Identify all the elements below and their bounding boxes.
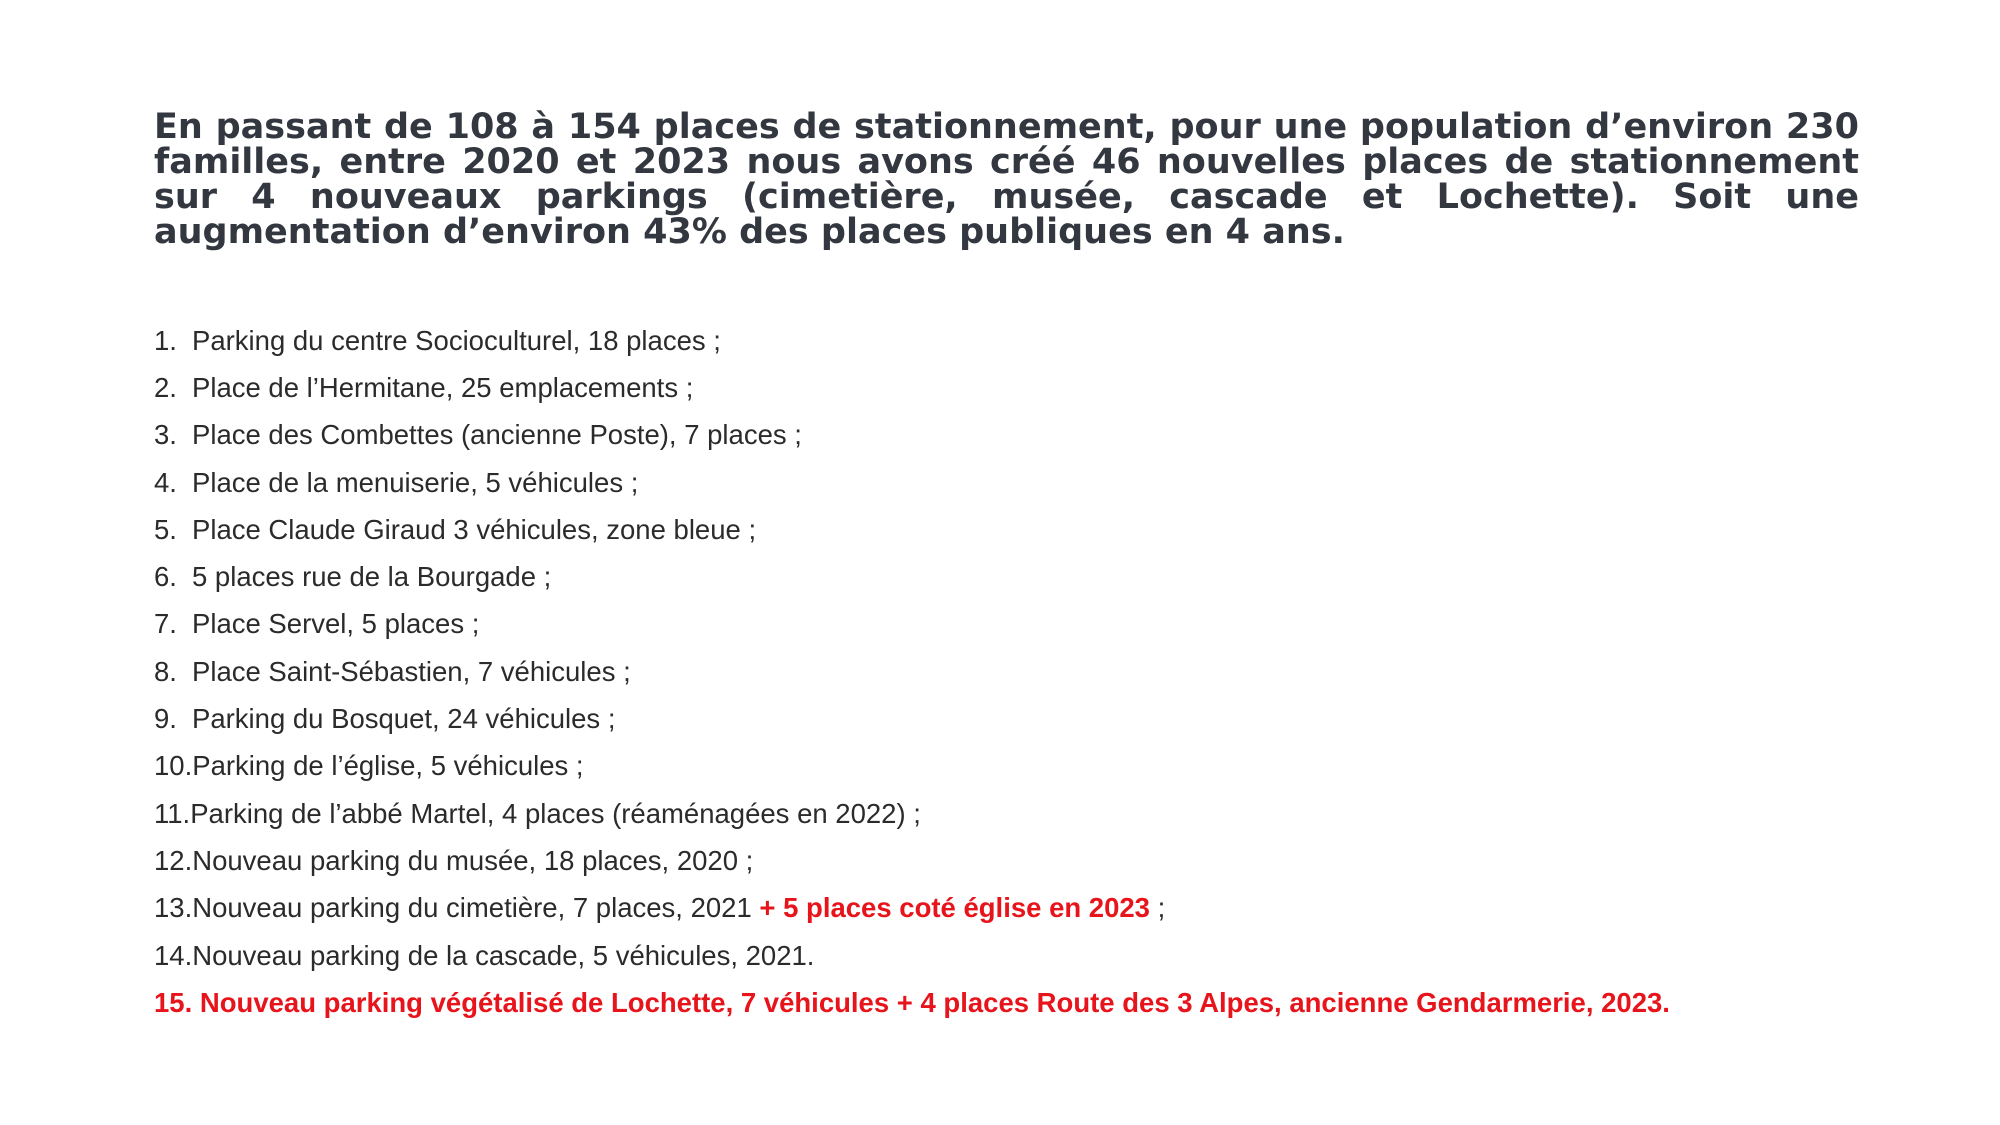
list-item (154, 932, 1914, 979)
list-item (154, 317, 1914, 364)
item-number: 8. (154, 655, 177, 687)
item-text: Place de la menuiserie, 5 véhicules ; (192, 466, 639, 498)
item-number: 3. (154, 419, 177, 451)
item-text: 5 places rue de la Bourgade ; (192, 561, 552, 593)
item-text: Nouveau parking végétalisé de Lochette, 7 véhicules + 4 places Route des 3 Alpes, ancienne Gendarmerie, 2023. (192, 986, 1670, 1018)
item-text: Parking de l’église, 5 véhicules ; (192, 750, 584, 782)
item-text: Place des Combettes (ancienne Poste), 7 places ; (192, 419, 802, 451)
item-text: Nouveau parking du cimetière, 7 places, 2021 (192, 892, 760, 924)
item-number: 7. (154, 608, 177, 640)
list-item (154, 790, 1914, 837)
item-number: 4. (154, 466, 177, 498)
item-number: 1. (154, 324, 177, 356)
item-text: Place Servel, 5 places ; (192, 608, 480, 640)
item-text: Nouveau parking du musée, 18 places, 2020 ; (192, 844, 754, 876)
item-text: Place Claude Giraud 3 véhicules, zone bleue ; (192, 513, 757, 545)
item-number: 5. (154, 513, 177, 545)
parking-list (154, 317, 1914, 1026)
list-item (154, 506, 1914, 553)
list-item (154, 553, 1914, 600)
item-text: Place de l’Hermitane, 25 emplacements ; (192, 371, 694, 403)
item-text: Nouveau parking de la cascade, 5 véhicules, 2021. (192, 939, 815, 971)
item-number: 10. (154, 750, 193, 782)
item-suffix: ; (1149, 892, 1166, 924)
list-item (154, 364, 1914, 411)
list-item-highlighted (154, 979, 1914, 1026)
list-item (154, 459, 1914, 506)
list-item (154, 743, 1914, 790)
item-text: Parking de l’abbé Martel, 4 places (réaménagées en 2022) ; (190, 797, 921, 829)
list-item (154, 601, 1914, 648)
list-item (154, 412, 1914, 459)
list-item (154, 695, 1914, 742)
item-number: 12. (154, 844, 193, 876)
item-number: 6. (154, 561, 177, 593)
list-item (154, 648, 1914, 695)
item-number: 15. (154, 986, 193, 1018)
item-text: Place Saint-Sébastien, 7 véhicules ; (192, 655, 631, 687)
item-number: 11. (154, 797, 191, 829)
item-number: 14. (154, 939, 193, 971)
list-item (154, 837, 1914, 884)
intro-paragraph: En passant de 108 à 154 places de stationnement, pour une population d’environ 230 familles, entre 2020 et 2023 nous avons créé 46 nouvelles places de stationnement sur 4 nouveaux parkings (cimetière, musée, cascade et Lochette). Soit une augmentation d’environ 43% des places publiques en 4 ans. (154, 107, 1859, 252)
item-number: 9. (154, 703, 177, 735)
item-text: Parking du Bosquet, 24 véhicules ; (192, 703, 616, 735)
item-text: Parking du centre Socioculturel, 18 places ; (192, 324, 721, 356)
list-item (154, 885, 1914, 932)
item-highlight: + 5 places coté église en 2023 (759, 892, 1150, 924)
item-number: 2. (154, 371, 177, 403)
item-number: 13. (154, 892, 193, 924)
